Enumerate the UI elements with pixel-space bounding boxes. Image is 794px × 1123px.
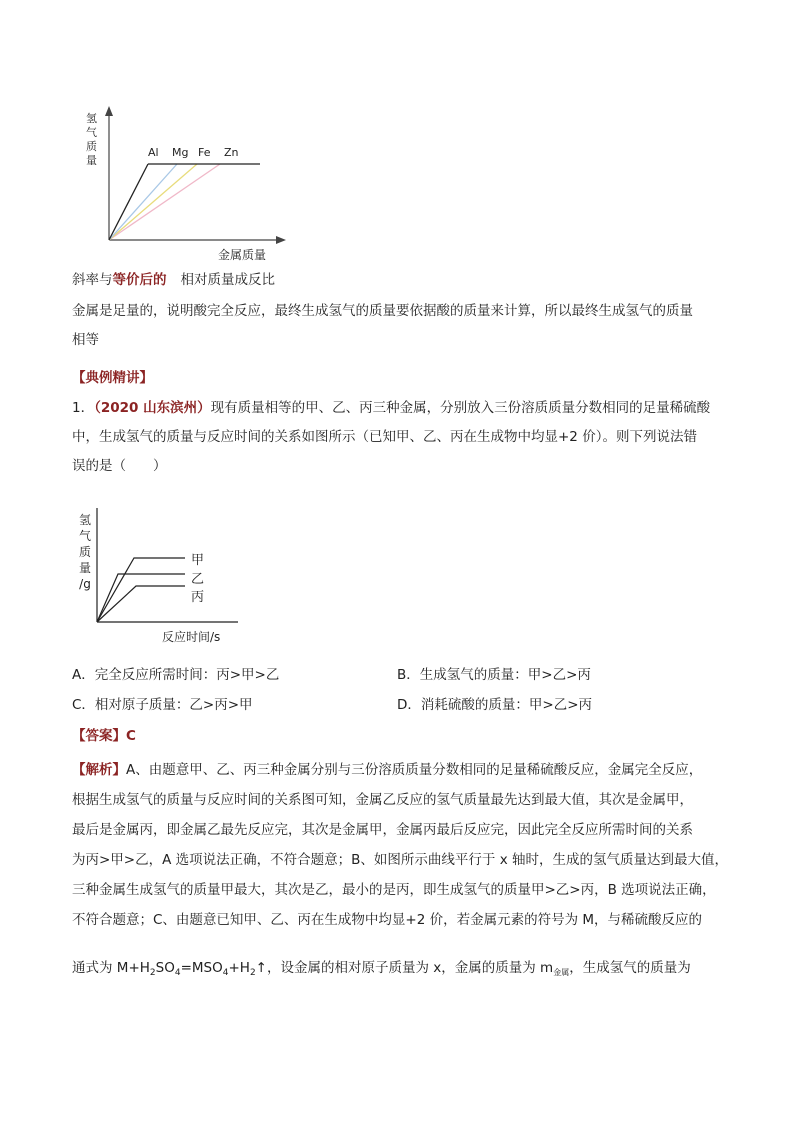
option-d: D．消耗硫酸的质量：甲>乙>丙: [397, 697, 593, 713]
answer-label: 【答案】: [72, 728, 126, 744]
eq-sub: 4: [174, 968, 181, 978]
analysis-line: 最后是金属丙，即金属乙最先反应完，其次是金属甲，金属丙最后反应完，因此完全反应所需时间的关系: [72, 822, 693, 838]
line-jia: [97, 558, 185, 622]
ylabel-char: 质: [86, 140, 97, 153]
chart1-ylabel: [86, 112, 100, 168]
line-mg: [109, 164, 177, 240]
option-c: C．相对原子质量：乙>丙>甲: [72, 697, 253, 713]
eq-sub: 金属: [553, 968, 570, 977]
option-b: B．生成氢气的质量：甲>乙>丙: [397, 667, 591, 683]
series-label-yi: 乙: [191, 572, 205, 587]
eq-sub: 2: [249, 968, 256, 978]
eq-sub: 2: [149, 968, 156, 978]
analysis-text: A、由题意甲、乙、丙三种金属分别与三份溶质质量分数相同的足量稀硫酸反应，金属完全反应，: [126, 762, 703, 778]
eq-part: +H: [228, 960, 250, 976]
line-fe: [109, 164, 197, 240]
ylabel-char: 氢: [78, 513, 91, 527]
eq-part: 通式为 M+H: [72, 960, 150, 976]
note2-line1: 金属是足量的，说明酸完全反应，最终生成氢气的质量要依据酸的质量来计算，所以最终生成氢气的质量: [72, 303, 693, 319]
eq-sub: 4: [222, 968, 229, 978]
analysis-equation-line: [72, 960, 732, 976]
analysis-line: [72, 762, 732, 778]
analysis-line: 根据生成氢气的质量与反应时间的关系图可知，金属乙反应的氢气质量最先达到最大值，其次是金属甲，: [72, 792, 693, 808]
label-zn: Zn: [224, 146, 239, 159]
label-mg: Mg: [172, 146, 189, 159]
section-title: 【典例精讲】: [72, 370, 153, 386]
x-axis-arrow-icon: [276, 236, 286, 244]
slope-note-part3: 相对质量成反比: [180, 272, 275, 288]
analysis-label: 【解析】: [72, 762, 126, 778]
option-a: A．完全反应所需时间：丙>甲>乙: [72, 667, 280, 683]
label-al: Al: [148, 146, 159, 159]
ylabel-char: 气: [78, 529, 91, 543]
eq-part: ，生成氢气的质量为: [569, 960, 691, 976]
label-fe: Fe: [198, 146, 211, 159]
note2-line2: 相等: [72, 332, 99, 348]
series-label-jia: 甲: [191, 553, 205, 568]
analysis-line: 为丙>甲>乙，A 选项说法正确，不符合题意；B、如图所示曲线平行于 x 轴时，生成的氢气质量达到最大值，: [72, 852, 728, 868]
question-source: （2020 山东滨州）: [94, 400, 211, 416]
question-text-1: 现有质量相等的甲、乙、丙三种金属，分别放入三份溶质质量分数相同的足量稀硫酸: [210, 400, 711, 416]
eq-part: SO: [155, 960, 175, 976]
question-text-2: 中，生成氢气的质量与反应时间的关系如图所示（已知甲、乙、丙在生成物中均显+2 价）。则下列说法错: [72, 429, 697, 445]
y-axis-arrow-icon: [105, 106, 113, 116]
eq-part: =MSO: [180, 960, 223, 976]
series-label-bing: 丙: [191, 590, 205, 605]
chart1-xlabel: 金属质量: [218, 248, 267, 262]
eq-part: ↑，设金属的相对原子质量为 x，金属的质量为 m: [255, 960, 554, 976]
question-line1: [72, 394, 737, 423]
slope-note-part2: 等价后的: [112, 272, 167, 288]
question-text-3: 误的是（ ）: [72, 458, 167, 474]
ylabel-char: 质: [78, 545, 91, 559]
line-zn: [109, 164, 220, 240]
chart2-ylabel: [75, 512, 95, 592]
ylabel-char: 氢: [86, 112, 97, 125]
answer: [72, 728, 136, 744]
question-1: [72, 394, 737, 481]
slope-note: [72, 272, 275, 288]
analysis-line: 不符合题意；C、由题意已知甲、乙、丙在生成物中均显+2 价，若金属元素的符号为 M，与稀硫酸反应的: [72, 912, 703, 928]
metal-hydrogen-chart: [80, 100, 300, 270]
question-number: 1．: [72, 400, 95, 416]
answer-value: C: [126, 728, 136, 744]
ylabel-char: 气: [86, 126, 97, 139]
ylabel-char: 量: [78, 561, 91, 575]
ylabel-char: /g: [79, 577, 91, 591]
reaction-time-chart: [90, 500, 250, 640]
excess-metal-note: [72, 297, 732, 355]
chart2-xlabel: 反应时间/s: [162, 630, 221, 644]
analysis-line: 三种金属生成氢气的质量甲最大，其次是乙，最小的是丙，即生成氢气的质量甲>乙>丙，B 选项说法正确，: [72, 882, 716, 898]
ylabel-char: 量: [86, 154, 97, 167]
slope-note-part1: 斜率与: [72, 272, 113, 288]
